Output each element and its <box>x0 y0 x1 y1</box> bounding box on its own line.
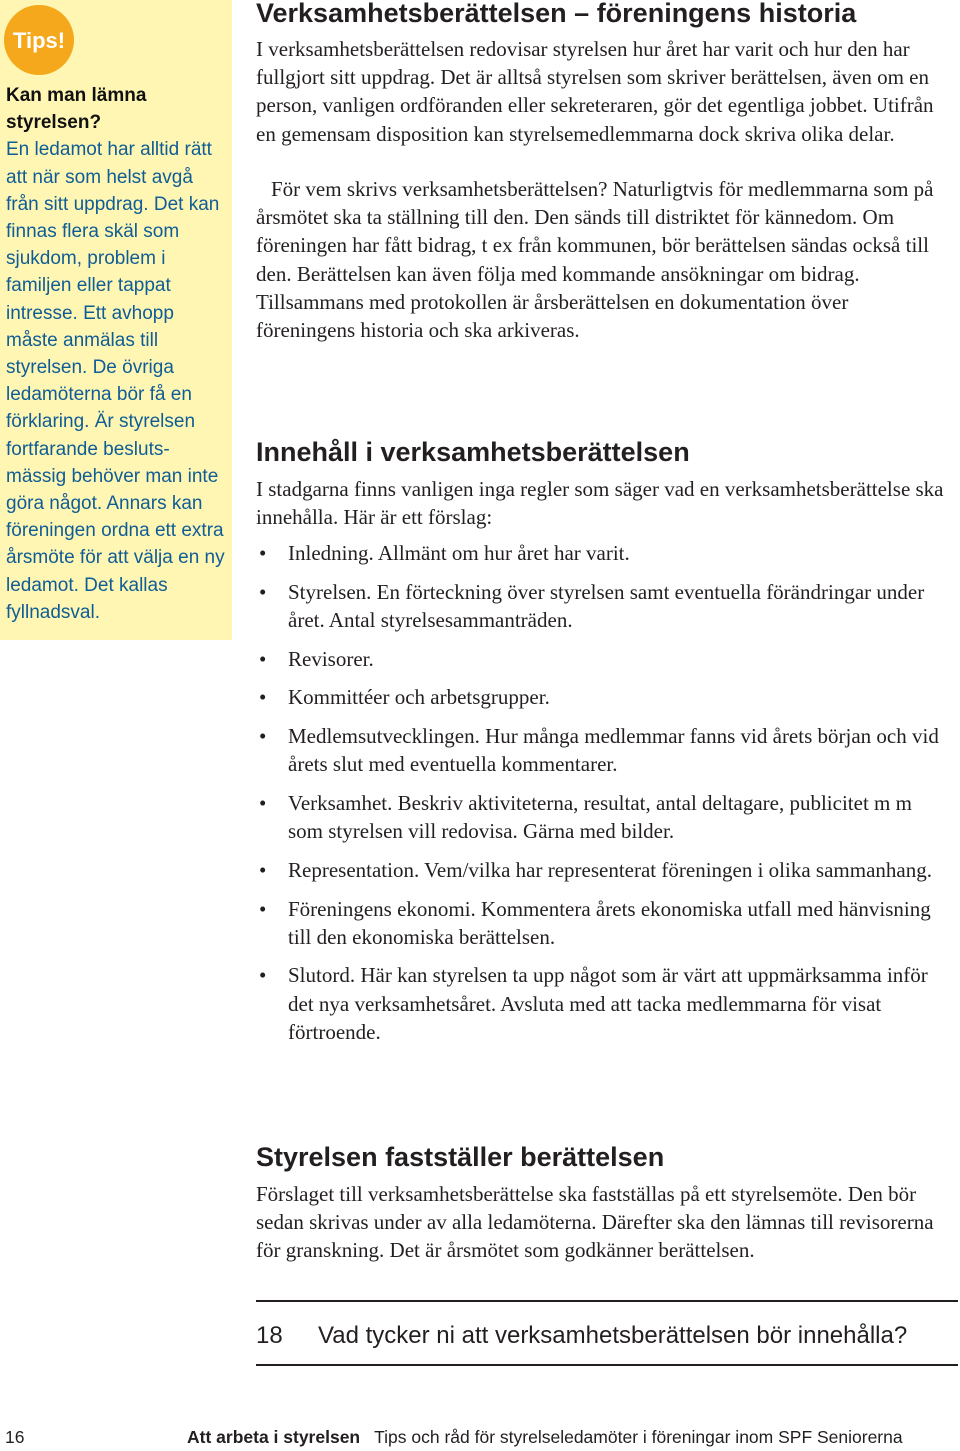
bullet-icon: • <box>259 963 267 988</box>
page-footer <box>5 1425 960 1449</box>
sidebar-body: En ledamot har alltid rätt att när som helst avgå från sitt uppdrag. Det kan finnas flera skäl som sjukdom, problem i familjen eller tappat intresse. Ett avhopp måste anmälas till styrelsen. De övriga ledamöterna bör få en förklaring. Är styrelsen fortfarande besluts-mässig behöver man inte göra något. Annars kan föreningen ordna ett extra årsmöte för att välja en ny ledamot. Det kallas fyllnadsval. <box>6 139 225 623</box>
discussion-question <box>256 1320 956 1352</box>
board-heading: Styrelsen fastställer berättelsen <box>256 1142 665 1172</box>
list-item <box>256 722 951 778</box>
list-item <box>256 856 951 884</box>
bullet-icon: • <box>259 646 267 671</box>
list-item-text: Revisorer. <box>288 646 374 671</box>
bullet-icon: • <box>259 541 267 565</box>
list-item-text: Medlemsutvecklingen. Hur många medlemmar fanns vid årets början och vid årets slut med eventuella kommentarer. <box>288 724 939 777</box>
list-item-text: Föreningens ekonomi. Kommentera årets ekonomiska utfall med hänvisning till den ekonomiska berättelsen. <box>288 896 931 949</box>
question-number: 18 <box>256 1322 283 1349</box>
history-heading: Verksamhetsberättelsen – föreningens historia <box>256 0 857 28</box>
history-paragraph-2: För vem skrivs verksamhetsberättelsen? Naturligtvis för medlemmarna som på årsmötet ska ta ställning till den. Den sänds till distriktet för kännedom. Om föreningen har fått bidrag, t ex från kommunen, bör berättelsen sändas också till den. Berättelsen kan även följa med kommande ansökningar om bidrag. Tillsammans med protokollen är årsberättelsen en dokumentation över föreningens historia och ska arkiveras. <box>256 177 934 343</box>
question-text: Vad tycker ni att verksamhetsberättelsen bör innehålla? <box>318 1322 908 1349</box>
bullet-icon: • <box>259 579 267 604</box>
bullet-icon: • <box>259 790 267 815</box>
list-item <box>256 683 951 711</box>
list-item <box>256 895 951 951</box>
content-intro: I stadgarna finns vanligen inga regler som säger vad en verksamhetsberättelse ska innehålla. Här är ett förslag: <box>256 477 944 530</box>
sidebar-text <box>6 82 228 626</box>
sidebar-heading: Kan man lämna styrelsen? <box>6 85 147 134</box>
bullet-icon: • <box>259 896 267 921</box>
footer-title: Att arbeta i styrelsen <box>187 1427 361 1447</box>
bullet-icon: • <box>259 685 267 710</box>
content-list <box>256 539 951 1057</box>
board-paragraph: Förslaget till verksamhetsberättelse ska fastställas på ett styrelsemöte. Den bör sedan skrivas under av alla ledamöterna. Därefter ska den lämnas till revisorerna för granskning. Det är årsmötet som godkänner berättelsen. <box>256 1182 934 1263</box>
list-item <box>256 789 951 845</box>
list-item-text: Slutord. Här kan styrelsen ta upp något som är värt att uppmärksamma inför det nya verksamhetsåret. Avsluta med att tacka medlemmarna för visat förtroende. <box>288 963 928 1044</box>
tips-badge-label: Tips! <box>12 28 66 53</box>
question-bottom-divider <box>256 1364 958 1366</box>
list-item-text: Representation. Vem/vilka har representerat föreningen i olika sammanhang. <box>288 857 932 882</box>
history-paragraph-1: I verksamhetsberättelsen redovisar styrelsen hur året har varit och hur den har fullgjort sitt uppdrag. Det är alltså styrelsen som skriver berättelsen, även om en person, vanligen ordföranden eller sekreteraren, gör det egentliga jobbet. Utifrån en gemensam disposition kan styrelsemedlemmarna dock skriva olika delar. <box>256 37 934 146</box>
list-item <box>256 961 951 1046</box>
question-top-divider <box>256 1300 958 1302</box>
bullet-icon: • <box>259 857 267 882</box>
content-heading: Innehåll i verksamhetsberättelsen <box>256 437 690 467</box>
list-item-text: Inledning. Allmänt om hur året har varit. <box>288 541 630 565</box>
list-item-text: Verksamhet. Beskriv aktiviteterna, resultat, antal deltagare, publicitet m m som styrelsen vill redovisa. Gärna med bilder. <box>288 790 912 844</box>
tips-badge <box>4 5 74 75</box>
list-item-text: Kommittéer och arbetsgrupper. <box>288 685 550 710</box>
list-item <box>256 578 951 634</box>
list-item <box>256 539 951 567</box>
footer-subtitle: Tips och råd för styrelseledamöter i föreningar inom SPF Seniorerna <box>374 1427 903 1447</box>
bullet-icon: • <box>259 724 267 749</box>
tips-sidebar <box>0 0 232 640</box>
list-item-text: Styrelsen. En förteckning över styrelsen samt eventuella förändringar under året. Antal styrelsesammanträden. <box>288 579 925 632</box>
page-number: 16 <box>5 1427 25 1447</box>
list-item <box>256 645 951 673</box>
